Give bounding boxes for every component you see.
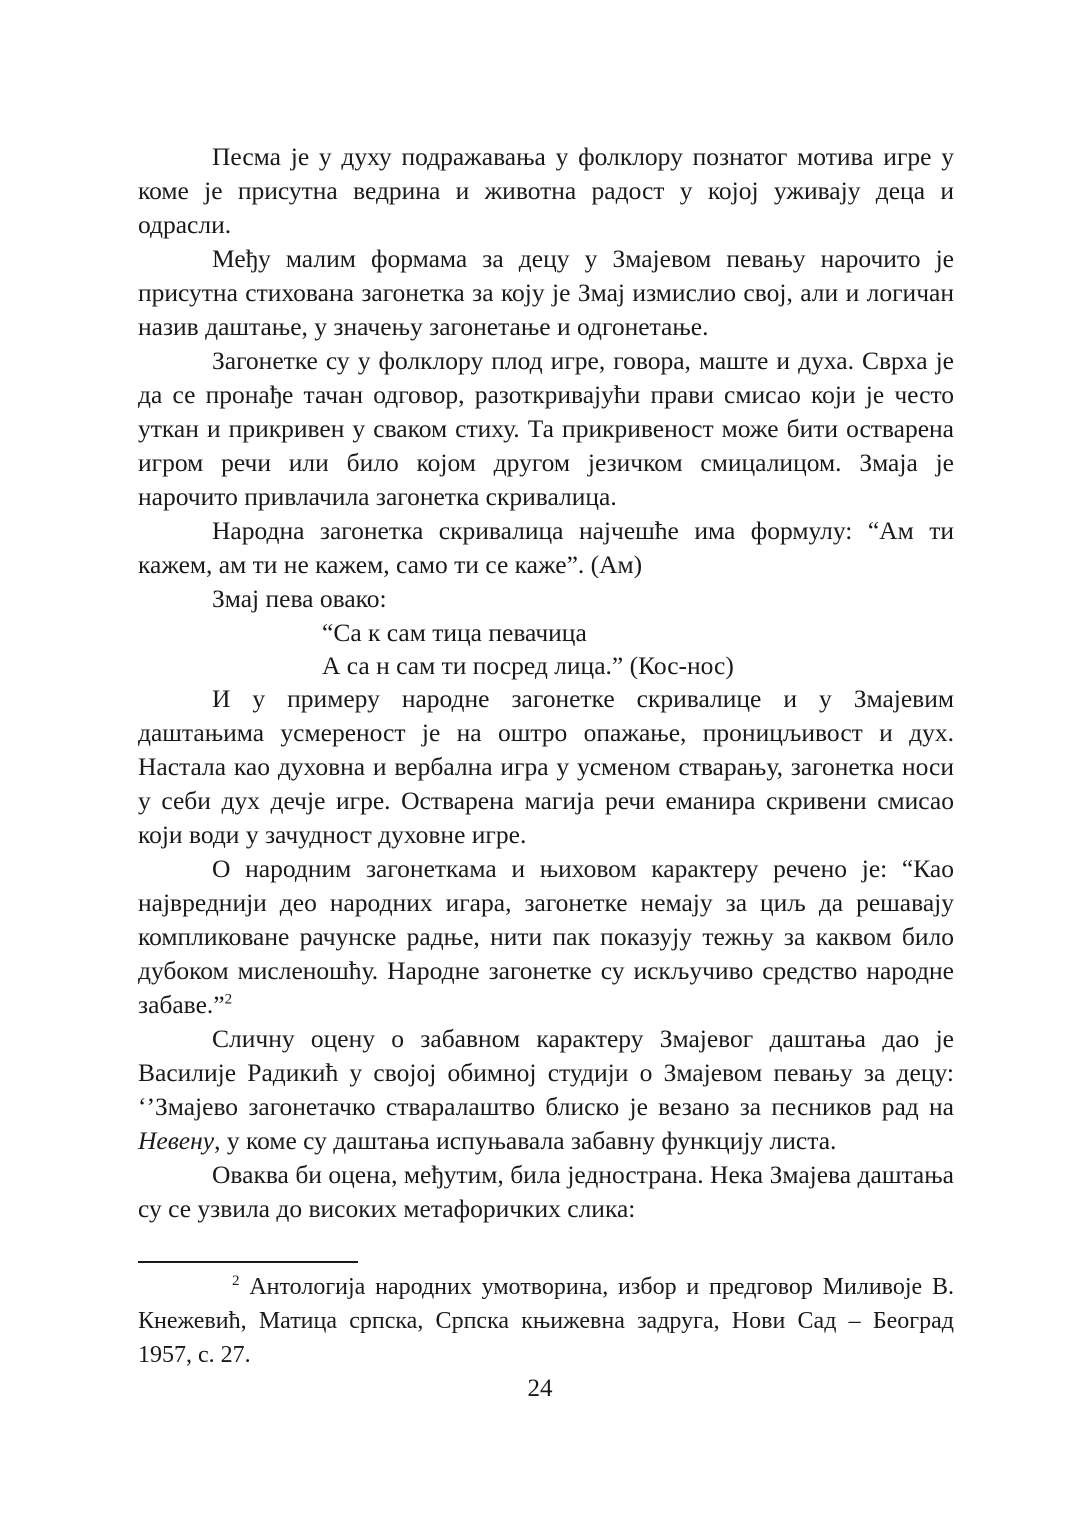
footnote [138, 1270, 954, 1372]
paragraph: Оваква би оцена, међутим, била једнострана. Нека Змајева даштања су се узвила до високих метафоричких слика: [138, 1160, 954, 1223]
paragraph [138, 1022, 954, 1158]
paragraph [138, 852, 954, 1022]
paragraph-text: Сличну оцену о забавном карактеру Змајевог даштања дао је Василије Радикић у својој обимној студији о Змајевом певању за децу: ‘’Змајево загонетачко стваралаштво блиско је везано за песников рад на [138, 1024, 954, 1121]
paragraph: Народна загонетка скривалица најчешће има формулу: “Ам ти кажем, ам ти не кажем, само ти се каже”. (Ам) [138, 516, 954, 579]
page-number: 24 [527, 1375, 553, 1402]
footnote-divider [138, 1261, 358, 1263]
paragraph-text: , у коме су даштања испуњавала забавну функцију листа. [214, 1126, 837, 1155]
paragraph: Змај пева овако: [212, 584, 387, 613]
body-text [138, 140, 954, 1226]
footnote-reference[interactable]: 2 [224, 991, 233, 1008]
italic-title: Невену [138, 1126, 215, 1155]
verse-line: “Са к сам тица певачица [322, 618, 587, 647]
verse-line: А са н сам ти посред лица.” (Кос-нос) [322, 651, 734, 680]
paragraph: Песма је у духу подражавања у фолклору познатог мотива игре у коме је присутна ведрина и животна радост у којој уживају деца и одрасли. [138, 142, 954, 239]
paragraph: Загонетке су у фолклору плод игре, говора, маште и духа. Сврха је да се пронађе тачан одговор, разоткривајући прави смисао који је често уткан и прикривен у сваком стиху. Та прикривеност може бити остварена игром речи или било којом другом језичком смицалицом. Змаја је нарочито привлачила загонетка скривалица. [138, 346, 954, 511]
paragraph-text: О народним загонеткама и њиховом карактеру речено је: “Као највреднији део народних игара, загонетке немају за циљ да решавају компликоване рачунске радње, нити пак показују тежњу за каквом било дубоком мисленошћу. Народне загонетке су искључиво средство народне забаве.” [138, 854, 954, 1019]
footnote-number: 2 [232, 1273, 240, 1289]
paragraph: Међу малим формама за децу у Змајевом певању нарочито је присутна стихована загонетка за коју је Змај измислио свој, али и логичан назив даштање, у значењу загонетање и одгонетање. [138, 244, 954, 341]
footnote-text: Антологија народних умотворина, избор и предговор Миливоје В. Кнежевић, Матица српска, Српска књижевна задруга, Нови Сад – Београд 1957, с. 27. [138, 1274, 954, 1368]
paragraph: И у примеру народне загонетке скривалице и у Змајевим даштањима усмереност је на оштро опажање, проницљивост и дух. Настала као духовна и вербална игра у усменом стварању, загонетка носи у себи дух дечје игре. Остварена магија речи еманира скривени смисао који води у зачудност духовне игре. [138, 684, 954, 849]
